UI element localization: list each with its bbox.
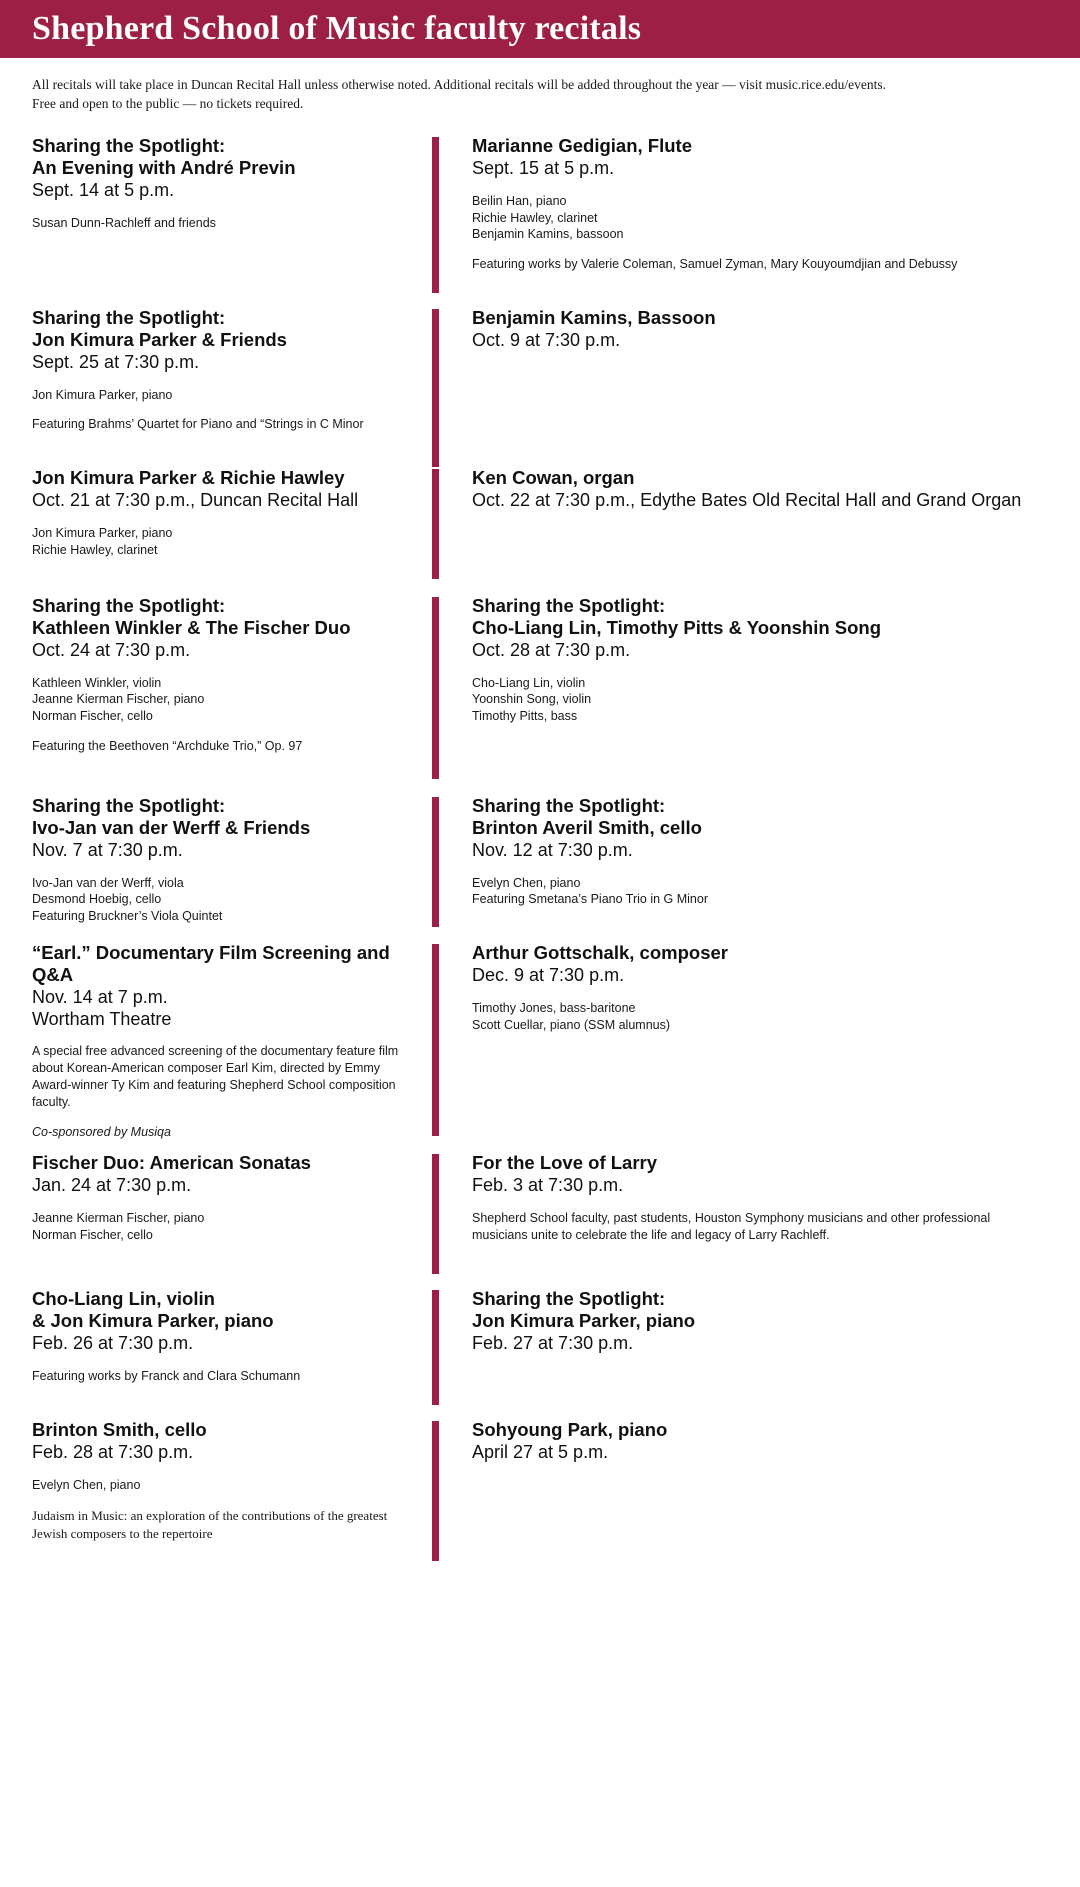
recital-title: Fischer Duo: American Sonatas	[32, 1152, 311, 1174]
recital-date: Nov. 14 at 7 p.m. Wortham Theatre	[32, 986, 172, 1029]
recital-date: Feb. 28 at 7:30 p.m.	[32, 1442, 194, 1463]
recital-note: Judaism in Music: an exploration of the contributions of the greatest Jewish composers to the repertoire	[32, 1507, 388, 1541]
recital-title: Sharing the Spotlight: Ivo-Jan van der Werff & Friends	[32, 795, 311, 839]
recital-performers: Timothy Jones, bass-baritone Scott Cuellar, piano (SSM alumnus)	[472, 1000, 671, 1032]
recital-entry	[32, 1152, 414, 1288]
recital-note: Co-sponsored by Musiqa	[32, 1124, 171, 1139]
recital-entry	[32, 795, 414, 942]
recital-performers: Evelyn Chen, piano Featuring Smetana’s Piano Trio in G Minor	[472, 875, 708, 907]
recital-entry	[472, 307, 1048, 467]
recital-performers: Evelyn Chen, piano	[32, 1477, 141, 1492]
recital-date: Oct. 24 at 7:30 p.m.	[32, 639, 191, 660]
recital-performers: Susan Dunn-Rachleff and friends	[32, 215, 216, 230]
recital-entry	[472, 942, 1048, 1152]
recital-performers: Beilin Han, piano Richie Hawley, clarinet Benjamin Kamins, bassoon	[472, 193, 624, 242]
column-divider	[432, 1154, 439, 1274]
page-title: Shepherd School of Music faculty recitals	[32, 10, 642, 47]
recital-performers: A special free advanced screening of the documentary feature film about Korean-American composer Earl Kim, directed by Emmy Award-winner Ty Kim and featuring Shepherd School composition faculty.	[32, 1044, 399, 1109]
recital-date: Nov. 12 at 7:30 p.m.	[472, 839, 633, 860]
recital-date: Oct. 28 at 7:30 p.m.	[472, 639, 631, 660]
recital-date: Nov. 7 at 7:30 p.m.	[32, 839, 183, 860]
recital-date: Feb. 26 at 7:30 p.m.	[32, 1332, 194, 1353]
recital-date: Sept. 15 at 5 p.m.	[472, 158, 615, 179]
recital-entry	[472, 135, 1048, 307]
recital-title: Jon Kimura Parker & Richie Hawley	[32, 467, 345, 489]
recital-date: Oct. 21 at 7:30 p.m., Duncan Recital Hall	[32, 490, 359, 511]
recital-title: Marianne Gedigian, Flute	[472, 135, 692, 157]
recital-performers: Cho-Liang Lin, violin Yoonshin Song, violin Timothy Pitts, bass	[472, 675, 592, 724]
recital-entry	[32, 595, 414, 795]
listings-columns	[0, 135, 1080, 1589]
recital-entry	[32, 942, 414, 1152]
column-divider	[432, 137, 439, 293]
column-divider	[432, 309, 439, 467]
recital-title: Sharing the Spotlight: Jon Kimura Parker, piano	[472, 1288, 696, 1332]
recital-title: Arthur Gottschalk, composer	[472, 942, 728, 964]
column-divider	[432, 1421, 439, 1561]
recital-title: Sharing the Spotlight: Brinton Averil Smith, cello	[472, 795, 702, 839]
recital-date: April 27 at 5 p.m.	[472, 1442, 609, 1463]
recital-entry	[472, 795, 1048, 942]
recital-date: Oct. 22 at 7:30 p.m., Edythe Bates Old Recital Hall and Grand Organ	[472, 490, 1022, 511]
recital-entry	[472, 1152, 1048, 1288]
column-divider	[432, 944, 439, 1136]
recital-performers: Jon Kimura Parker, piano	[32, 387, 173, 402]
recital-date: Sept. 14 at 5 p.m.	[32, 179, 175, 200]
intro-paragraph: All recitals will take place in Duncan Recital Hall unless otherwise noted. Additional recitals will be added throughout the year — visit music.rice.edu/events. Free and open to the public — no tickets required.	[32, 77, 887, 112]
recital-note: Featuring Brahms’ Quartet for Piano and “Strings in C Minor	[32, 417, 364, 432]
column-divider	[432, 797, 439, 927]
recital-date: Dec. 9 at 7:30 p.m.	[472, 965, 625, 986]
recital-title: Ken Cowan, organ	[472, 467, 635, 489]
recital-performers: Featuring works by Franck and Clara Schumann	[32, 1368, 301, 1383]
recital-title: Sohyoung Park, piano	[472, 1419, 668, 1441]
right-column	[432, 135, 1048, 1569]
recital-title: Sharing the Spotlight: Cho-Liang Lin, Timothy Pitts & Yoonshin Song	[472, 595, 882, 639]
recital-entry	[32, 467, 414, 595]
column-divider	[432, 1290, 439, 1405]
recital-entry	[472, 467, 1048, 595]
recital-title: Brinton Smith, cello	[32, 1419, 207, 1441]
recital-title: Cho-Liang Lin, violin & Jon Kimura Parker, piano	[32, 1288, 274, 1332]
recital-date: Feb. 27 at 7:30 p.m.	[472, 1332, 634, 1353]
recital-performers: Shepherd School faculty, past students, Houston Symphony musicians and other professional musicians unite to celebrate the life and legacy of Larry Rachleff.	[472, 1210, 991, 1242]
recital-title: For the Love of Larry	[472, 1152, 658, 1174]
recital-title: Benjamin Kamins, Bassoon	[472, 307, 716, 329]
recital-performers: Jeanne Kierman Fischer, piano Norman Fischer, cello	[32, 1210, 205, 1242]
recital-entry	[32, 135, 414, 307]
recital-entry	[32, 307, 414, 467]
recital-entry	[472, 1288, 1048, 1419]
recital-performers: Jon Kimura Parker, piano Richie Hawley, clarinet	[32, 525, 173, 557]
recital-note: Featuring the Beethoven “Archduke Trio,” Op. 97	[32, 739, 303, 754]
recital-note: Featuring works by Valerie Coleman, Samuel Zyman, Mary Kouyoumdjian and Debussy	[472, 257, 958, 272]
recital-date: Sept. 25 at 7:30 p.m.	[32, 351, 200, 372]
column-divider	[432, 597, 439, 779]
recital-title: Sharing the Spotlight: An Evening with André Previn	[32, 135, 296, 179]
recital-entry	[32, 1419, 414, 1569]
recital-entry	[472, 1419, 1048, 1569]
recital-date: Oct. 9 at 7:30 p.m.	[472, 330, 621, 351]
recital-title: “Earl.” Documentary Film Screening and Q&A	[32, 942, 390, 986]
recital-title: Sharing the Spotlight: Kathleen Winkler & The Fischer Duo	[32, 595, 351, 639]
recital-title: Sharing the Spotlight: Jon Kimura Parker & Friends	[32, 307, 287, 351]
recital-performers: Ivo-Jan van der Werff, viola Desmond Hoebig, cello Featuring Bruckner’s Viola Quintet	[32, 875, 223, 924]
recital-entry	[472, 595, 1048, 795]
recital-performers: Kathleen Winkler, violin Jeanne Kierman Fischer, piano Norman Fischer, cello	[32, 675, 205, 724]
recital-date: Jan. 24 at 7:30 p.m.	[32, 1175, 192, 1196]
left-column	[32, 135, 432, 1569]
recital-date: Feb. 3 at 7:30 p.m.	[472, 1175, 624, 1196]
column-divider	[432, 469, 439, 579]
recital-entry	[32, 1288, 414, 1419]
header-banner	[0, 0, 1080, 58]
